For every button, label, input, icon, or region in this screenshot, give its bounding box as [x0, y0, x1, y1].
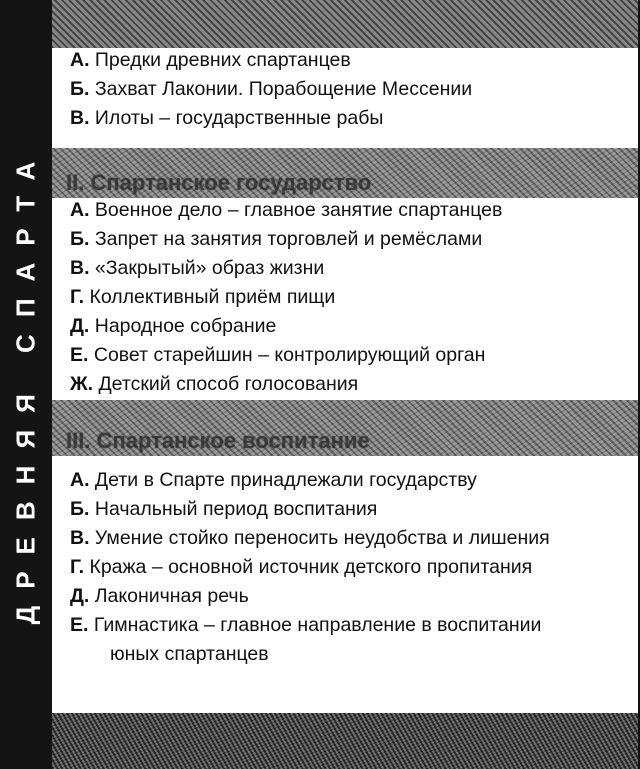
list-item: В. Илоты – государственные рабы [70, 107, 384, 129]
list-item: Д. Народное собрание [70, 315, 277, 337]
section-3-list [70, 466, 634, 669]
list-item: Г. Кража – основной источник детского пропитания [70, 556, 533, 578]
list-item: Г. Коллективный приём пищи [70, 286, 336, 308]
list-item: В. «Закрытый» образ жизни [70, 257, 325, 279]
section-2-list [70, 196, 634, 399]
list-item: А. Предки древних спартанцев [70, 49, 351, 71]
list-item: А. Военное дело – главное занятие спартанцев [70, 199, 503, 221]
sidebar [0, 0, 52, 769]
section-3-header-band [52, 400, 638, 456]
section-2-header-band [52, 148, 638, 198]
bottom-band [52, 713, 638, 769]
list-item: А. Дети в Спарте принадлежали государству [70, 469, 477, 491]
content-area [52, 0, 640, 769]
section-2-heading: II. Спартанское государство [66, 170, 372, 195]
list-item: Д. Лаконичная речь [70, 585, 249, 607]
list-item: Ж. Детский способ голосования [70, 373, 359, 395]
list-item: В. Умение стойко переносить неудобства и лишения [70, 527, 550, 549]
section-1-header-band [52, 0, 638, 48]
list-item: Е. Совет старейшин – контролирующий орган [70, 344, 486, 366]
list-item: Е. Гимнастика – главное направление в воспитании [70, 614, 542, 636]
list-item-continuation: юных спартанцев [110, 643, 269, 665]
section-1-list [70, 46, 634, 133]
list-item: Б. Начальный период воспитания [70, 498, 378, 520]
sidebar-title: ДРЕВНЯЯ СПАРТА [10, 144, 41, 625]
list-item: Б. Захват Лаконии. Порабощение Мессении [70, 78, 473, 100]
section-3-heading: III. Спартанское воспитание [66, 428, 370, 453]
list-item: Б. Запрет на занятия торговлей и ремёслами [70, 228, 483, 250]
